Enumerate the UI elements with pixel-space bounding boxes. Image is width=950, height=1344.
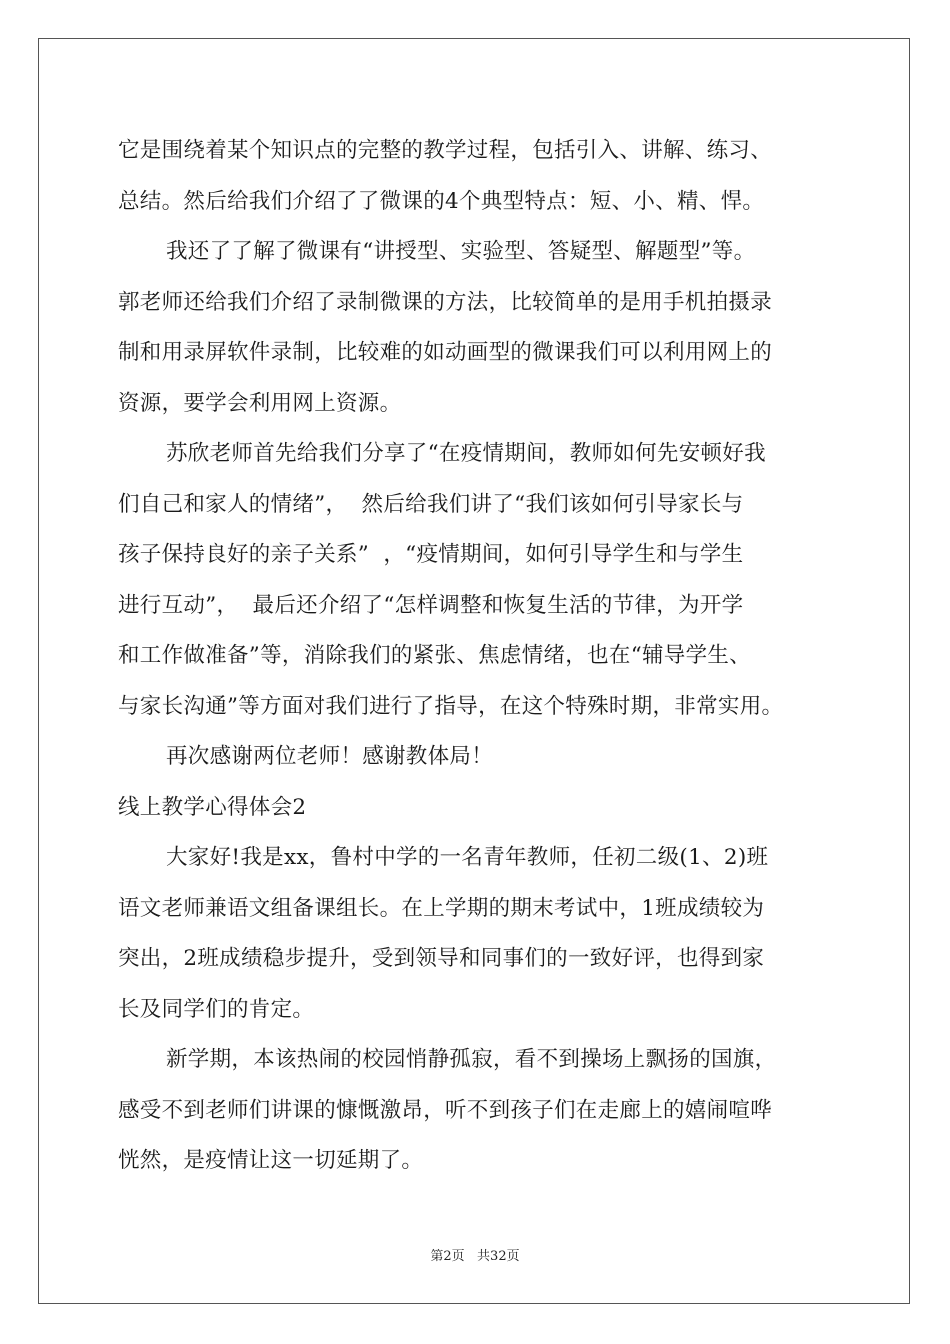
text-line: 感受不到老师们讲课的慷慨激昂，听不到孩子们在走廊上的嬉闹喧哗	[118, 1097, 773, 1123]
text-line: 新学期，本该热闹的校园悄静孤寂，看不到操场上飘扬的国旗，	[166, 1047, 777, 1072]
text-line: 与家长沟通”等方面对我们进行了指导，在这个特殊时期，非常实用。	[118, 693, 784, 719]
document-body	[118, 126, 838, 1187]
page-footer: 第2页 共32页	[430, 1249, 520, 1264]
text-line: 苏欣老师首先给我们分享了“在疫情期间，教师如何先安顿好我	[166, 441, 766, 466]
text-line: 资源，要学会利用网上资源。	[118, 390, 402, 416]
text-line: 制和用录屏软件录制，比较难的如动画型的微课我们可以利用网上的	[118, 340, 773, 365]
text-line: 大家好!我是xx，鲁村中学的一名青年教师，任初二级(1、2)班	[166, 845, 769, 870]
text-line: 孩子保持良好的亲子关系” ，“疫情期间，如何引导学生和与学生	[118, 542, 744, 567]
text-line: 总结。然后给我们介绍了了微课的4个典型特点：短、小、精、悍。	[118, 188, 765, 214]
section-heading: 线上教学心得体会2	[118, 794, 307, 820]
text-line: 和工作做准备”等，消除我们的紧张、焦虑情绪，也在“辅导学生、	[118, 643, 751, 668]
text-line: 再次感谢两位老师！感谢教体局！	[166, 744, 494, 769]
text-line: 进行互动”， 最后还介绍了“怎样调整和恢复生活的节律，为开学	[118, 592, 744, 618]
text-line: 恍然，是疫情让这一切延期了。	[118, 1148, 424, 1173]
text-line: 突出，2班成绩稳步提升，受到领导和同事们的一致好评，也得到家	[118, 946, 765, 971]
text-line: 们自己和家人的情绪”， 然后给我们讲了“我们该如何引导家长与	[118, 491, 744, 517]
text-line: 语文老师兼语文组备课组长。在上学期的期末考试中，1班成绩较为	[118, 895, 765, 921]
text-line: 它是围绕着某个知识点的完整的教学过程，包括引入、讲解、练习、	[118, 138, 773, 163]
text-line: 长及同学们的肯定。	[118, 996, 315, 1022]
text-line: 郭老师还给我们介绍了录制微课的方法，比较简单的是用手机拍摄录	[118, 289, 773, 315]
text-line: 我还了了解了微课有“讲授型、实验型、答疑型、解题型”等。	[166, 239, 756, 264]
